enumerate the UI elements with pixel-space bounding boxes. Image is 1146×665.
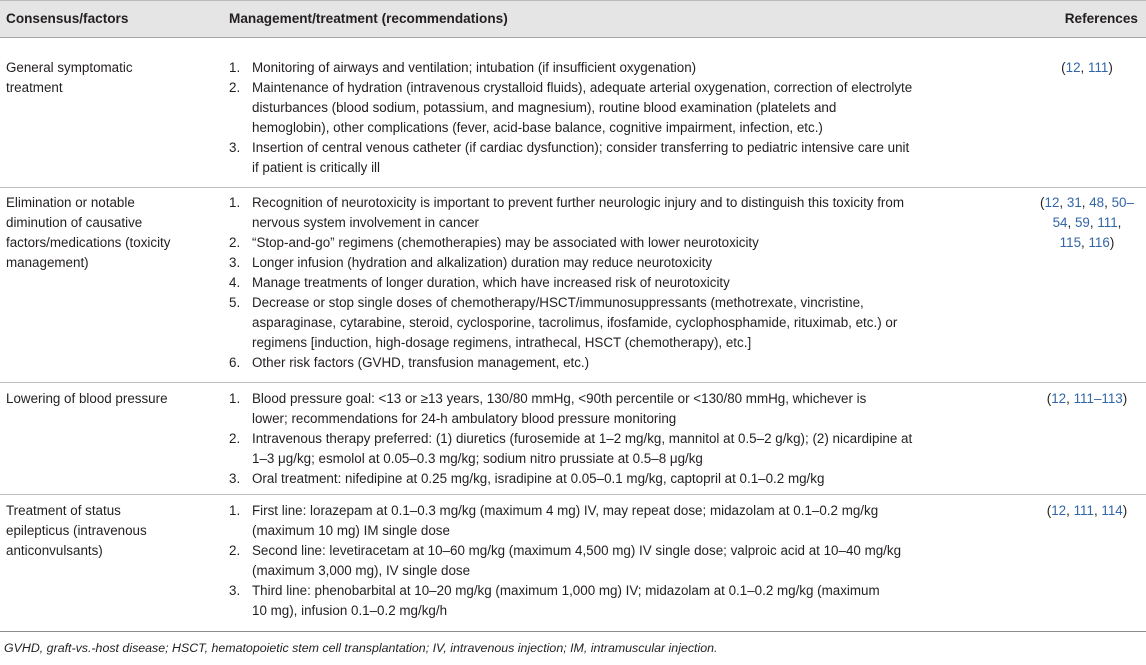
references-cell: [1034, 58, 1140, 78]
reference-link[interactable]: 12: [1065, 60, 1081, 75]
list-item: [229, 541, 1024, 581]
header-consensus: Consensus/factors: [6, 11, 129, 26]
references-line: [1034, 58, 1140, 78]
consensus-cell: [6, 58, 211, 98]
list-item: [229, 193, 1024, 233]
references-cell: [1034, 501, 1140, 521]
list-item-number: 2.: [229, 543, 241, 558]
table-row: [0, 494, 1146, 632]
references-cell: [1034, 389, 1140, 409]
reference-punctuation: ,: [1089, 215, 1098, 230]
reference-link[interactable]: 111–113: [1073, 391, 1123, 406]
list-item-number: 3.: [229, 583, 241, 598]
table-row: [0, 382, 1146, 495]
list-item-text: 1–3 μg/kg; esmolol at 0.05–0.3 mg/kg; sodium nitro prussiate at 0.5–8 μg/kg: [252, 451, 703, 466]
reference-link[interactable]: 54: [1052, 215, 1068, 230]
consensus-line: Elimination or notable: [6, 195, 135, 210]
reference-punctuation: ,: [1080, 60, 1088, 75]
list-item-text: if patient is critically ill: [252, 160, 380, 175]
reference-link[interactable]: 111: [1088, 60, 1109, 75]
list-item-text: nervous system involvement in cancer: [252, 215, 479, 230]
management-cell: [229, 193, 1024, 373]
list-item-number: 3.: [229, 255, 241, 270]
consensus-line: factors/medications (toxicity: [6, 235, 171, 250]
list-item: [229, 138, 1024, 178]
list-item-number: 1.: [229, 391, 241, 406]
reference-link[interactable]: 12: [1051, 503, 1067, 518]
reference-punctuation: ): [1122, 391, 1128, 406]
table-row: [0, 48, 1146, 191]
list-item-text: Oral treatment: nifedipine at 0.25 mg/kg, isradipine at 0.05–0.1 mg/kg, captopril at 0.1–0.2 mg/kg: [252, 471, 825, 486]
reference-link[interactable]: 111: [1097, 215, 1118, 230]
consensus-cell: [6, 193, 211, 273]
list-item-text: Second line: levetiracetam at 10–60 mg/kg (maximum 4,500 mg) IV single dose; valproic acid at 10–40 mg/kg: [252, 543, 902, 558]
management-cell: [229, 389, 1024, 489]
consensus-line: diminution of causative: [6, 215, 143, 230]
list-item-text: Intravenous therapy preferred: (1) diuretics (furosemide at 1–2 mg/kg, mannitol at 0.5–2 g/kg); (2) nicardipine at: [252, 431, 913, 446]
reference-punctuation: ): [1109, 235, 1115, 250]
reference-punctuation: ,: [1059, 195, 1067, 210]
management-cell: [229, 501, 1024, 621]
reference-punctuation: ,: [1066, 503, 1074, 518]
reference-punctuation: (: [1046, 391, 1052, 406]
list-item-text: Recognition of neurotoxicity is important to prevent further neurologic injury and to distinguish this toxicity from: [252, 195, 904, 210]
reference-punctuation: ,: [1067, 215, 1075, 230]
references-cell: [1034, 193, 1140, 253]
list-item-number: 2.: [229, 431, 241, 446]
list-item-text: hemoglobin), other complications (fever, acid-base balance, cognitive impairment, infection, etc.): [252, 120, 823, 135]
list-item-number: 5.: [229, 295, 241, 310]
consensus-line: management): [6, 255, 89, 270]
list-item-text: disturbances (blood sodium, potassium, and magnesium), routine blood examination (platelets and: [252, 100, 837, 115]
list-item-text: Insertion of central venous catheter (if cardiac dysfunction); consider transferring to pediatric intensive care unit: [252, 140, 910, 155]
reference-link[interactable]: 12: [1044, 195, 1060, 210]
list-item-number: 1.: [229, 503, 241, 518]
list-item-text: Blood pressure goal: <13 or ≥13 years, 130/80 mmHg, <90th percentile or <130/80 mmHg, whichever is: [252, 391, 867, 406]
list-item-text: Maintenance of hydration (intravenous crystalloid fluids), adequate arterial oxygenation, correction of electrolyte: [252, 80, 913, 95]
references-line: [1034, 501, 1140, 521]
reference-link[interactable]: 12: [1051, 391, 1067, 406]
list-item-number: 1.: [229, 60, 241, 75]
reference-punctuation: ,: [1081, 235, 1089, 250]
consensus-cell: [6, 501, 211, 561]
list-item: [229, 389, 1024, 429]
header-references: References: [1064, 11, 1138, 26]
reference-punctuation: (: [1061, 60, 1066, 75]
consensus-line: Lowering of blood pressure: [6, 391, 168, 406]
list-item: [229, 353, 1024, 373]
reference-punctuation: ): [1122, 503, 1128, 518]
list-item-text: First line: lorazepam at 0.1–0.3 mg/kg (maximum 4 mg) IV, may repeat dose; midazolam at 0.1–0.2 mg/kg: [252, 503, 879, 518]
list-item: [229, 58, 1024, 78]
references-line: [1034, 193, 1140, 213]
reference-punctuation: (: [1040, 195, 1045, 210]
reference-link[interactable]: 111: [1073, 503, 1094, 518]
table-header: [0, 0, 1146, 38]
list-item: [229, 501, 1024, 541]
list-item: [229, 581, 1024, 621]
consensus-line: Treatment of status: [6, 503, 121, 518]
reference-link[interactable]: 59: [1074, 215, 1090, 230]
reference-link[interactable]: 50–: [1111, 195, 1134, 210]
reference-link[interactable]: 115: [1059, 235, 1082, 250]
references-line: [1034, 389, 1140, 409]
reference-punctuation: (: [1046, 503, 1052, 518]
list-item: [229, 233, 1024, 253]
consensus-line: treatment: [6, 80, 63, 95]
list-item-number: 6.: [229, 355, 241, 370]
list-item: [229, 429, 1024, 469]
list-item-text: (maximum 3,000 mg), IV single dose: [252, 563, 471, 578]
list-item-text: lower; recommendations for 24-h ambulatory blood pressure monitoring: [252, 411, 677, 426]
reference-punctuation: ,: [1117, 215, 1122, 230]
consensus-line: General symptomatic: [6, 60, 133, 75]
management-cell: [229, 58, 1024, 178]
references-line: [1034, 213, 1140, 233]
references-line: [1034, 233, 1140, 253]
reference-punctuation: ,: [1104, 195, 1112, 210]
list-item-number: 3.: [229, 471, 241, 486]
list-item-text: Monitoring of airways and ventilation; intubation (if insufficient oxygenation): [252, 60, 697, 75]
list-item-text: “Stop-and-go” regimens (chemotherapies) may be associated with lower neurotoxicity: [252, 235, 759, 250]
list-item-text: Other risk factors (GVHD, transfusion management, etc.): [252, 355, 590, 370]
list-item: [229, 253, 1024, 273]
list-item-text: Manage treatments of longer duration, which have increased risk of neurotoxicity: [252, 275, 730, 290]
consensus-line: anticonvulsants): [6, 543, 103, 558]
reference-link[interactable]: 31: [1066, 195, 1082, 210]
list-item-text: 10 mg), infusion 0.1–0.2 mg/kg/h: [252, 603, 448, 618]
consensus-cell: [6, 389, 211, 409]
list-item: [229, 78, 1024, 138]
list-item: [229, 273, 1024, 293]
list-item-text: Longer infusion (hydration and alkalization) duration may reduce neurotoxicity: [252, 255, 713, 270]
list-item-text: (maximum 10 mg) IM single dose: [252, 523, 450, 538]
reference-punctuation: ,: [1081, 195, 1090, 210]
reference-link[interactable]: 48: [1089, 195, 1105, 210]
table-footnote: GVHD, graft-vs.-host disease; HSCT, hematopoietic stem cell transplantation; IV, intravenous injection; IM, intramuscular injection.: [4, 641, 718, 655]
list-item-text: Decrease or stop single doses of chemotherapy/HSCT/immunosuppressants (methotrexate, vincristine,: [252, 295, 864, 310]
list-item-number: 2.: [229, 80, 241, 95]
consensus-line: epilepticus (intravenous: [6, 523, 147, 538]
reference-link[interactable]: 114: [1101, 503, 1123, 518]
list-item-text: regimens [induction, high-dosage regimens, intrathecal, HSCT (chemotherapy), etc.]: [252, 335, 752, 350]
table-bottom-rule: [0, 631, 1146, 632]
reference-punctuation: ,: [1093, 503, 1102, 518]
list-item-number: 1.: [229, 195, 241, 210]
list-item: [229, 469, 1024, 489]
list-item: [229, 293, 1024, 353]
list-item-text: Third line: phenobarbital at 10–20 mg/kg (maximum 1,000 mg) IV; midazolam at 0.1–0.2 mg/kg (maximum: [252, 583, 880, 598]
table-row: [0, 187, 1146, 383]
list-item-number: 2.: [229, 235, 241, 250]
reference-punctuation: ,: [1066, 391, 1074, 406]
header-management: Management/treatment (recommendations): [229, 11, 508, 26]
reference-punctuation: ): [1108, 60, 1113, 75]
list-item-text: asparaginase, cytarabine, steroid, cyclosporine, tacrolimus, ifosfamide, cyclophosphamide, rituximab, etc.) or: [252, 315, 898, 330]
list-item-number: 3.: [229, 140, 241, 155]
reference-link[interactable]: 116: [1088, 235, 1110, 250]
list-item-number: 4.: [229, 275, 241, 290]
